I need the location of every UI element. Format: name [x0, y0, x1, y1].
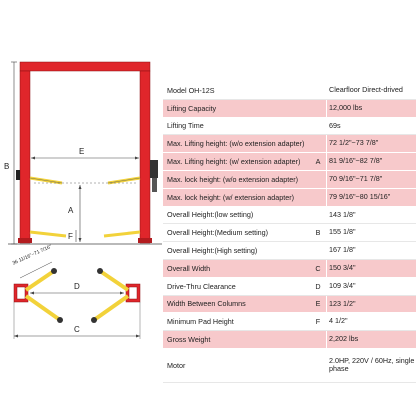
spec-label: Overall Width	[167, 263, 211, 273]
spec-value: 72 1/2"~73 7/8"	[329, 138, 379, 148]
spec-value: 123 1/2"	[329, 298, 356, 308]
spec-value: 81 9/16"~82 7/8"	[329, 156, 383, 166]
spec-dimension-letter: B	[315, 228, 321, 238]
right-base	[138, 238, 152, 243]
spec-row	[163, 135, 416, 153]
spec-dimension-letter	[311, 349, 325, 382]
spec-value: 2.0HP, 220V / 60Hz, single phase	[329, 355, 415, 374]
left-base	[18, 238, 32, 243]
spec-row	[163, 224, 416, 242]
spec-dimension-letter	[311, 82, 325, 99]
spec-value: 167 1/8"	[329, 245, 356, 255]
spec-label: Overall Height:(Medium setting)	[167, 228, 269, 238]
spec-dimension-letter: F	[315, 317, 321, 327]
spec-dimension-letter	[311, 189, 325, 206]
dim-label-arm: 36 11/16"~71 7/16"	[11, 243, 53, 267]
dim-label-e: E	[79, 147, 85, 156]
spec-label: Minimum Pad Height	[167, 317, 234, 327]
spec-dimension-letter: C	[315, 263, 321, 273]
spec-row	[163, 100, 416, 118]
dim-label-a: A	[68, 206, 74, 215]
spec-value: 155 1/8"	[329, 227, 356, 237]
spec-row	[163, 171, 416, 189]
spec-dimension-letter	[311, 135, 325, 152]
spec-value: 70 9/16"~71 7/8"	[329, 174, 383, 184]
spec-label: Gross Weight	[167, 335, 211, 345]
spec-dimension-letter: E	[315, 299, 321, 309]
spec-value: 109 3/4"	[329, 280, 356, 290]
spec-dimension-letter: A	[315, 157, 321, 167]
dim-label-c: C	[74, 325, 80, 334]
spec-row	[163, 153, 416, 171]
right-post	[140, 71, 150, 243]
spec-dimension-letter	[311, 242, 325, 259]
spec-value: 12,000 lbs	[329, 102, 363, 112]
spec-label: Overall Height:(High setting)	[167, 246, 258, 256]
motor-unit	[150, 160, 158, 178]
spec-label: Lifting Capacity	[167, 103, 217, 113]
spec-row	[163, 242, 416, 260]
spec-row	[163, 260, 416, 278]
dim-label-b: B	[4, 162, 10, 171]
spec-label: Max. Lifting height: (w/o extension adapter)	[167, 139, 305, 149]
spec-value: 143 1/8"	[329, 209, 356, 219]
spec-row	[163, 296, 416, 314]
spec-label: Width Between Columns	[167, 299, 246, 309]
spec-row	[163, 82, 416, 100]
spec-table	[163, 82, 416, 383]
spec-value: 2,202 lbs	[329, 334, 359, 344]
left-post	[20, 71, 30, 243]
spec-label: Drive-Thru Clearance	[167, 281, 236, 291]
spec-label: Motor	[167, 360, 186, 370]
top-beam	[20, 62, 150, 71]
dim-label-f: F	[68, 232, 73, 241]
lift-diagram	[0, 0, 165, 416]
spec-dimension-letter	[311, 100, 325, 117]
spec-dimension-letter: D	[315, 281, 321, 291]
spec-row	[163, 313, 416, 331]
spec-row	[163, 278, 416, 296]
spec-row	[163, 349, 416, 383]
spec-dimension-letter	[311, 171, 325, 188]
spec-label: Max. lock height: (w/ extension adapter)	[167, 192, 295, 202]
spec-value: Clearfloor Direct-drived	[329, 85, 403, 95]
spec-label: Max. lock height: (w/o extension adapter)	[167, 174, 299, 184]
spec-label: Max. Lifting height: (w/ extension adapter)	[167, 157, 301, 167]
lift-drawing	[0, 0, 165, 416]
spec-dimension-letter	[311, 118, 325, 135]
spec-dimension-letter	[311, 207, 325, 224]
spec-row	[163, 331, 416, 349]
spec-dimension-letter	[311, 331, 325, 348]
spec-label: Lifting Time	[167, 121, 204, 131]
spec-value: 79 9/16"~80 15/16"	[329, 191, 391, 201]
spec-row	[163, 118, 416, 136]
spec-label: Overall Height:(low setting)	[167, 210, 254, 220]
spec-label: Model OH-12S	[167, 85, 215, 95]
spec-value: 4 1/2"	[329, 316, 348, 326]
spec-value: 69s	[329, 120, 341, 130]
spec-row	[163, 189, 416, 207]
spec-value: 150 3/4"	[329, 263, 356, 273]
dim-label-d: D	[74, 282, 80, 291]
spec-row	[163, 207, 416, 225]
